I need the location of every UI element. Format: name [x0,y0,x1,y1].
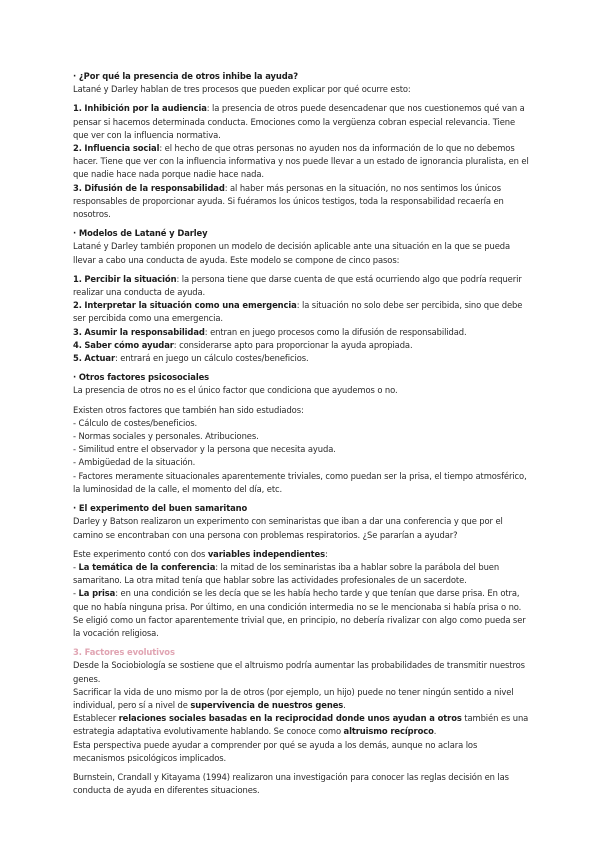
paragraph: Establecer relaciones sociales basadas en la reciprocidad donde unos ayudan a otros también es una estrategia adaptativa evolutivamente hablando. Se conoce como altruismo recíproco. [73,713,529,737]
section-heading-samaritan: · El experimento del buen samaritano [73,503,248,514]
list-item: 1. Inhibición por la audiencia: la presencia de otros puede desencadenar que nos cuestionemos qué van a pensar si hacemos determinada conducta. Emociones como la vergüenza cobran especial relevancia. Tiene que ver con la influencia normativa. [73,103,525,140]
list-item: 2. Interpretar la situación como una emergencia: la situación no solo debe ser percibida, sino que debe ser percibida como una emergencia. [73,300,523,324]
list-item: - Similitud entre el observador y la persona que necesita ayuda. [73,444,336,455]
paragraph: Sacrificar la vida de uno mismo por la de otros (por ejemplo, un hijo) puede no tener ningún sentido a nivel individual, pero sí a nivel de supervivencia de nuestros genes. [73,686,514,710]
list-item: - Normas sociales y personales. Atribuciones. [73,431,259,442]
paragraph: Darley y Batson realizaron un experimento con seminaristas que iban a dar una conferencia y que por el camino se encontraban con una persona con problemas respiratorios. ¿Se pararían a ayudar? [73,516,503,540]
paragraph: Latané y Darley también proponen un modelo de decisión aplicable ante una situación en la que se pueda llevar a cabo una conducta de ayuda. Este modelo se compone de cinco pasos: [73,241,511,265]
section-heading-evolutionary: 3. Factores evolutivos [73,647,175,658]
list-item: - Ambigüedad de la situación. [73,457,196,468]
paragraph: Desde la Sociobiología se sostiene que el altruismo podría aumentar las probabilidades de transmitir nuestros genes. [73,660,525,684]
paragraph: Burnstein, Crandall y Kitayama (1994) realizaron una investigación para conocer las reglas decisión en las conducta de ayuda en diferentes situaciones. [73,771,509,796]
section-heading-model: · Modelos de Latané y Darley [73,228,208,239]
list-item: 3. Asumir la responsabilidad: entran en juego procesos como la difusión de responsabilidad. [73,326,467,337]
list-item: 4. Saber cómo ayudar: considerarse apto para proporcionar la ayuda apropiada. [73,339,413,350]
section-heading-other-factors: · Otros factores psicosociales [73,372,210,383]
list-item: - Factores meramente situacionales aparentemente triviales, como puedan ser la prisa, el tiempo atmosférico, la luminosidad de la calle, el momento del día, etc. [73,470,527,494]
list-item: 2. Influencia social: el hecho de que otras personas no ayuden nos da información de lo que no debemos hacer. Tiene que ver con la influencia informativa y nos puede llevar a un estado de ignorancia pluralista, en el que nadie hace nada porque nadie hace nada. [73,143,529,180]
paragraph: Existen otros factores que también han sido estudiados: [73,404,304,415]
list-item: - Cálculo de costes/beneficios. [73,417,198,428]
paragraph: La presencia de otros no es el único factor que condiciona que ayudemos o no. [73,385,398,396]
list-item: - La temática de la conferencia: la mitad de los seminaristas iba a hablar sobre la parábola del buen samaritano. La otra mitad tenía que hablar sobre las actividades profesionales de un sacerdote. [73,561,500,586]
paragraph: Esta perspectiva puede ayudar a comprender por qué se ayuda a los demás, aunque no aclara los mecanismos psicológicos implicados. [73,739,478,763]
section-heading-inhibition: · ¿Por qué la presencia de otros inhibe la ayuda? [73,71,298,81]
list-item: 3. Difusión de la responsabilidad: al haber más personas en la situación, no nos sentimos los únicos responsables de proporcionar ayuda. Si fuéramos los únicos testigos, toda la responsabilidad recaería en nosotros. [73,182,504,220]
list-item: - La prisa: en una condición se les decía que se les había hecho tarde y que tenían que darse prisa. En otra, que no había ninguna prisa. Por último, en una condición intermedia no se le mencionaba si había prisa o no. Se eligió como un factor aparentemente trivial que, en principio, no debería rivalizar con algo como pueda ser la vocación religiosa. [73,588,526,638]
paragraph: Latané y Darley hablan de tres procesos que pueden explicar por qué ocurre esto: [73,84,411,95]
paragraph: Este experimento contó con dos variables independientes: [73,548,328,559]
document-page [73,70,531,797]
list-item: 1. Percibir la situación: la persona tiene que darse cuenta de que está ocurriendo algo que podría requerir realizar una conducta de ayuda. [73,273,522,298]
list-item: 5. Actuar: entrará en juego un cálculo costes/beneficios. [73,353,309,364]
